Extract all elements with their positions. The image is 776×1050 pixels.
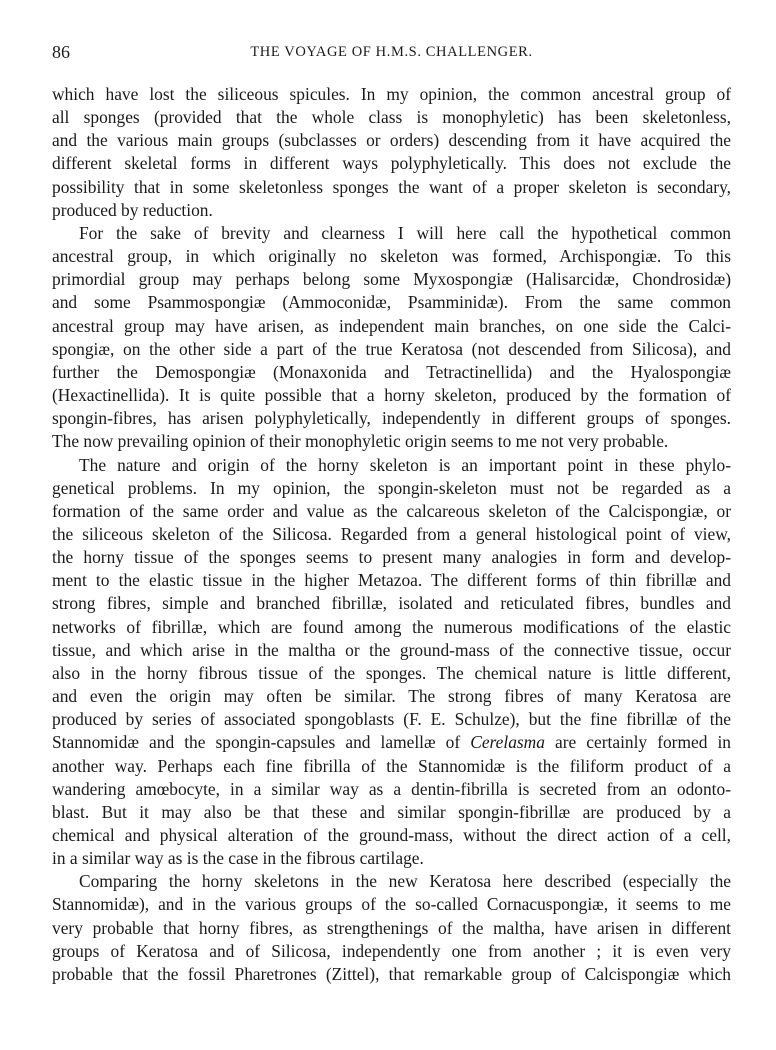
text-line: For the sake of brevity and clearness I will here call the hypothetical common — [79, 222, 731, 243]
text-line: possibility that in some skeletonless sponges the want of a proper skeleton is secondary, — [52, 176, 731, 197]
text-line: the horny tissue of the sponges seems to present many analogies in form and develop- — [52, 547, 731, 568]
text-line: also in the horny fibrous tissue of the sponges. The chemical nature is little different, — [52, 662, 731, 683]
body-text — [52, 83, 731, 986]
text-segment: Stannomidæ and the spongin-capsules and lamellæ of — [52, 732, 471, 753]
text-line: ancestral group, in which originally no skeleton was formed, Archispongiæ. To this — [52, 246, 731, 267]
text-segment: are certainly formed in — [544, 732, 732, 753]
running-title: THE VOYAGE OF H.M.S. CHALLENGER. — [250, 44, 533, 60]
text-line: primordial group may perhaps belong some Myxospongiæ (Halisarcidæ, Chondrosidæ) — [52, 269, 731, 290]
text-line: produced by reduction. — [52, 199, 213, 220]
paragraph — [52, 83, 731, 222]
text-line: (Hexactinellida). It is quite possible that a horny skeleton, produced by the formation of — [52, 385, 731, 406]
text-line: groups of Keratosa and of Silicosa, independently one from another ; it is even very — [52, 940, 731, 961]
text-line: Stannomidæ), and in the various groups of the so-called Cornacuspongiæ, it seems to me — [52, 894, 731, 915]
text-line: probable that the fossil Pharetrones (Zittel), that remarkable group of Calcispongiæ which — [52, 963, 731, 984]
text-line: wandering amœbocyte, in a similar way as a dentin-fibrilla is secreted from an odonto- — [52, 778, 731, 799]
text-line: and the various main groups (subclasses or orders) descending from it have acquired the — [52, 130, 731, 151]
text-line: and even the origin may often be similar. The strong fibres of many Keratosa are — [52, 686, 731, 707]
text-line: ancestral group may have arisen, as independent main branches, on one side the Calci- — [52, 315, 731, 336]
text-line: networks of fibrillæ, which are found among the numerous modifications of the elastic — [52, 616, 731, 637]
text-line: different skeletal forms in different ways polyphyletically. This does not exclude the — [52, 153, 731, 174]
text-line: The nature and origin of the horny skeleton is an important point in these phylo- — [79, 454, 731, 475]
italic-genus-name: Cerelasma — [470, 732, 545, 753]
text-line: Comparing the horny skeletons in the new Keratosa here described (especially the — [79, 871, 731, 892]
paragraph — [52, 870, 731, 986]
text-line: which have lost the siliceous spicules. In my opinion, the common ancestral group of — [52, 84, 731, 104]
paragraph — [52, 222, 731, 454]
text-line: spongiæ, on the other side a part of the true Keratosa (not descended from Silicosa), and — [52, 338, 731, 359]
paragraph — [52, 454, 731, 871]
text-line: and some Psammospongiæ (Ammoconidæ, Psamminidæ). From the same common — [52, 292, 731, 313]
text-line: ment to the elastic tissue in the higher Metazoa. The different forms of thin fibrillæ and — [52, 570, 731, 591]
text-line: chemical and physical alteration of the ground-mass, without the direct action of a cell, — [52, 825, 731, 845]
text-line: formation of the same order and value as the calcareous skeleton of the Calcispongiæ, or — [52, 500, 731, 521]
page-header — [52, 42, 731, 64]
text-line: produced by series of associated spongoblasts (F. E. Schulze), but the fine fibrillæ of the — [52, 709, 731, 730]
text-line: in a similar way as is the case in the fibrous cartilage. — [52, 848, 424, 869]
text-line: blast. But it may also be that these and similar spongin-fibrillæ are produced by a — [52, 801, 731, 822]
text-line — [52, 731, 731, 754]
text-line: genetical problems. In my opinion, the spongin-skeleton must not be regarded as a — [52, 477, 731, 498]
text-line: very probable that horny fibres, as strengthenings of the maltha, have arisen in different — [52, 917, 731, 938]
page-number: 86 — [52, 42, 70, 62]
text-line: strong fibres, simple and branched fibrillæ, isolated and reticulated fibres, bundles and — [52, 593, 731, 614]
text-line: the siliceous skeleton of the Silicosa. Regarded from a general histological point of view, — [52, 523, 731, 544]
text-line: further the Demospongiæ (Monaxonida and Tetractinellida) and the Hyalospongiæ — [52, 361, 731, 382]
text-line: The now prevailing opinion of their monophyletic origin seems to me not very probable. — [52, 431, 669, 452]
text-line: tissue, and which arise in the maltha or the ground-mass of the connective tissue, occur — [52, 639, 731, 660]
text-line: spongin-fibres, has arisen polyphyletically, independently in different groups of sponges. — [52, 408, 731, 429]
text-line: another way. Perhaps each fine fibrilla of the Stannomidæ is the filiform product of a — [52, 755, 731, 776]
text-line: all sponges (provided that the whole class is monophyletic) has been skeletonless, — [52, 107, 731, 128]
